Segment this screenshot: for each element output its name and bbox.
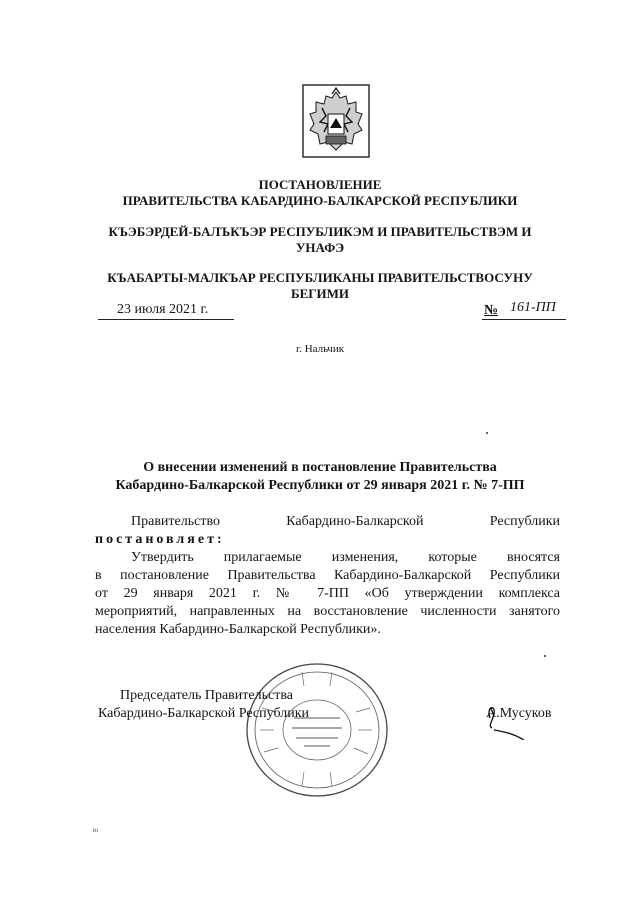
document-date: 23 июля 2021 г. bbox=[117, 302, 209, 317]
coat-of-arms-emblem bbox=[302, 84, 370, 158]
scan-speck bbox=[486, 432, 488, 434]
date-underline bbox=[98, 319, 234, 320]
title-line-1: О внесении изменений в постановление Правительства bbox=[143, 460, 497, 475]
paragraph-line: от 29 января 2021 г. № 7-ПП «Об утверждении комплекса bbox=[95, 586, 560, 601]
issuer-russian: ПРАВИТЕЛЬСТВА КАБАРДИНО-БАЛКАРСКОЙ РЕСПУБЛИКИ bbox=[122, 193, 518, 208]
title-line-2: Кабардино-Балкарской Республики от 29 января 2021 г. № 7-ПП bbox=[115, 478, 525, 493]
document-number: 161-ПП bbox=[510, 300, 556, 315]
issuer-kabardian-line1: КЪЭБЭРДЕЙ-БАЛЪКЪЭР РЕСПУБЛИКЭМ И ПРАВИТЕЛЬСТВЭМ И bbox=[108, 224, 532, 239]
handwritten-signature bbox=[484, 700, 554, 740]
number-underline bbox=[482, 319, 566, 320]
decree-word: постановляет: bbox=[95, 532, 225, 547]
official-seal bbox=[242, 660, 392, 800]
city: г. Нальчик bbox=[295, 343, 345, 355]
footer-mark: ю bbox=[93, 826, 99, 834]
paragraph-line: в постановление Правительства Кабардино-Балкарской Республики bbox=[95, 568, 560, 583]
issuer-kabardian-line2: УНАФЭ bbox=[295, 240, 345, 255]
scan-speck bbox=[544, 655, 546, 657]
paragraph-line: мероприятий, направленных на восстановление численности занятого bbox=[95, 604, 560, 619]
document-type: ПОСТАНОВЛЕНИЕ bbox=[258, 177, 382, 192]
issuer-balkar-line1: КЪАБАРТЫ-МАЛКЪАР РЕСПУБЛИКАНЫ ПРАВИТЕЛЬСТВОСУНУ bbox=[107, 270, 533, 285]
number-sign: № bbox=[484, 303, 499, 318]
intro-text: Правительство Кабардино-Балкарской Республики bbox=[131, 514, 560, 529]
signatory-position-line2: Кабардино-Балкарской Республики bbox=[98, 706, 309, 721]
signatory-position-line1: Председатель Правительства bbox=[120, 688, 293, 703]
paragraph-line: Утвердить прилагаемые изменения, которые вносятся bbox=[131, 550, 560, 565]
issuer-balkar-line2: БЕГИМИ bbox=[290, 286, 350, 301]
document-title bbox=[80, 459, 560, 495]
paragraph-line: населения Кабардино-Балкарской Республики». bbox=[95, 622, 381, 637]
resolution-paragraph bbox=[95, 549, 560, 639]
signatory-name: А.Мусуков bbox=[486, 706, 552, 721]
